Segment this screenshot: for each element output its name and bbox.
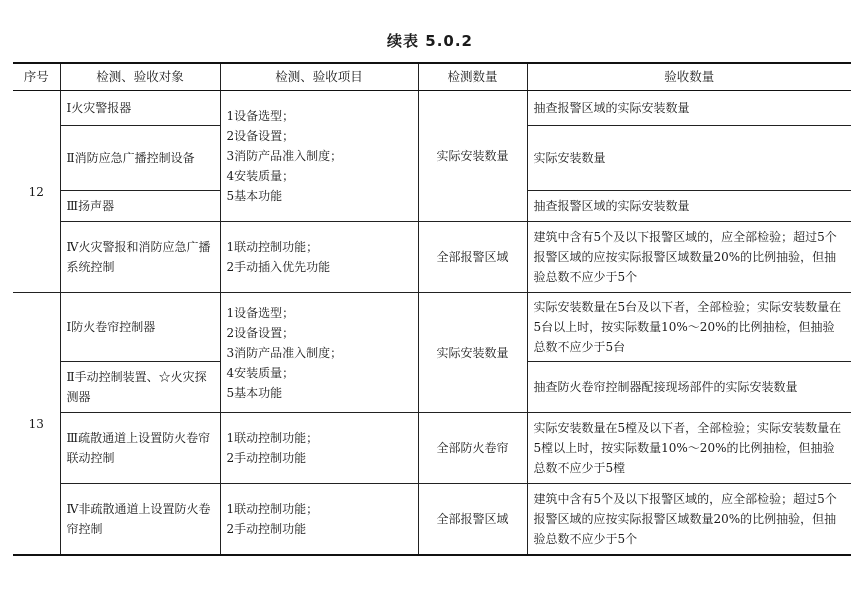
- header-seq: 序号: [13, 63, 60, 91]
- acceptance-cell: 抽查报警区域的实际安装数量: [527, 191, 851, 222]
- acceptance-cell: 实际安装数量在5樘及以下者，全部检验；实际安装数量在5樘以上时，按实际数量10%～20%的比例抽检，但抽验总数不应少于5樘: [527, 413, 851, 484]
- quantity-cell: 全部报警区域: [418, 222, 527, 293]
- table-row: [13, 91, 851, 126]
- acceptance-cell: 实际安装数量: [527, 126, 851, 191]
- table-row: [13, 293, 851, 362]
- table-header-row: [13, 63, 851, 91]
- object-cell: Ⅳ非疏散通道上设置防火卷帘控制: [60, 484, 220, 556]
- item-line: 1联动控制功能；: [226, 431, 319, 445]
- item-line: 2设备设置；: [226, 129, 295, 143]
- items-cell: [220, 91, 418, 222]
- item-line: 2设备设置；: [226, 325, 295, 340]
- inspection-table: [13, 62, 851, 556]
- item-line: 1联动控制功能；: [226, 502, 319, 516]
- acceptance-cell: 抽查防火卷帘控制器配接现场部件的实际安装数量: [527, 362, 851, 413]
- header-object: 检测、验收对象: [60, 63, 220, 91]
- item-line: 3消防产品准入制度；: [226, 149, 343, 163]
- item-line: 4安装质量；: [226, 365, 295, 380]
- object-cell: Ⅲ疏散通道上设置防火卷帘联动控制: [60, 413, 220, 484]
- items-cell: [220, 484, 418, 556]
- table-row: [13, 222, 851, 293]
- item-line: 3消防产品准入制度；: [226, 345, 343, 360]
- items-cell: [220, 413, 418, 484]
- acceptance-cell: 抽查报警区域的实际安装数量: [527, 91, 851, 126]
- table-row: [13, 413, 851, 484]
- acceptance-cell: 实际安装数量在5台及以下者，全部检验；实际安装数量在5台以上时，按实际数量10%～20%的比例抽检，但抽验总数不应少于5台: [527, 293, 851, 362]
- header-quantity: 检测数量: [418, 63, 527, 91]
- header-acceptance: 验收数量: [527, 63, 851, 91]
- quantity-cell: 实际安装数量: [418, 293, 527, 413]
- object-cell: Ⅱ消防应急广播控制设备: [60, 126, 220, 191]
- table-title: 续表 5.0.2: [387, 32, 473, 50]
- item-line: 1联动控制功能；: [226, 240, 319, 254]
- item-line: 2手动控制功能: [226, 522, 307, 536]
- seq-cell: 12: [13, 91, 60, 293]
- item-line: 5基本功能: [226, 385, 283, 400]
- object-cell: Ⅱ手动控制装置、☆火灾探测器: [60, 362, 220, 413]
- object-cell: Ⅰ火灾警报器: [60, 91, 220, 126]
- quantity-cell: 实际安装数量: [418, 91, 527, 222]
- item-line: 1设备选型；: [226, 109, 295, 123]
- item-line: 5基本功能: [226, 189, 283, 203]
- item-line: 2手动控制功能: [226, 451, 307, 465]
- quantity-cell: 全部防火卷帘: [418, 413, 527, 484]
- object-cell: Ⅰ防火卷帘控制器: [60, 293, 220, 362]
- seq-cell: 13: [13, 293, 60, 556]
- header-items: 检测、验收项目: [220, 63, 418, 91]
- quantity-cell: 全部报警区域: [418, 484, 527, 556]
- table-row: [13, 484, 851, 556]
- object-cell: Ⅳ火灾警报和消防应急广播系统控制: [60, 222, 220, 293]
- item-line: 1设备选型；: [226, 305, 295, 320]
- items-cell: [220, 222, 418, 293]
- item-line: 4安装质量；: [226, 169, 295, 183]
- acceptance-cell: 建筑中含有5个及以下报警区域的，应全部检验；超过5个报警区域的应按实际报警区域数量20%的比例抽验，但抽验总数不应少于5个: [527, 484, 851, 556]
- object-cell: Ⅲ扬声器: [60, 191, 220, 222]
- item-line: 2手动插入优先功能: [226, 260, 331, 274]
- items-cell: [220, 293, 418, 413]
- acceptance-cell: 建筑中含有5个及以下报警区域的，应全部检验；超过5个报警区域的应按实际报警区域数量20%的比例抽验，但抽验总数不应少于5个: [527, 222, 851, 293]
